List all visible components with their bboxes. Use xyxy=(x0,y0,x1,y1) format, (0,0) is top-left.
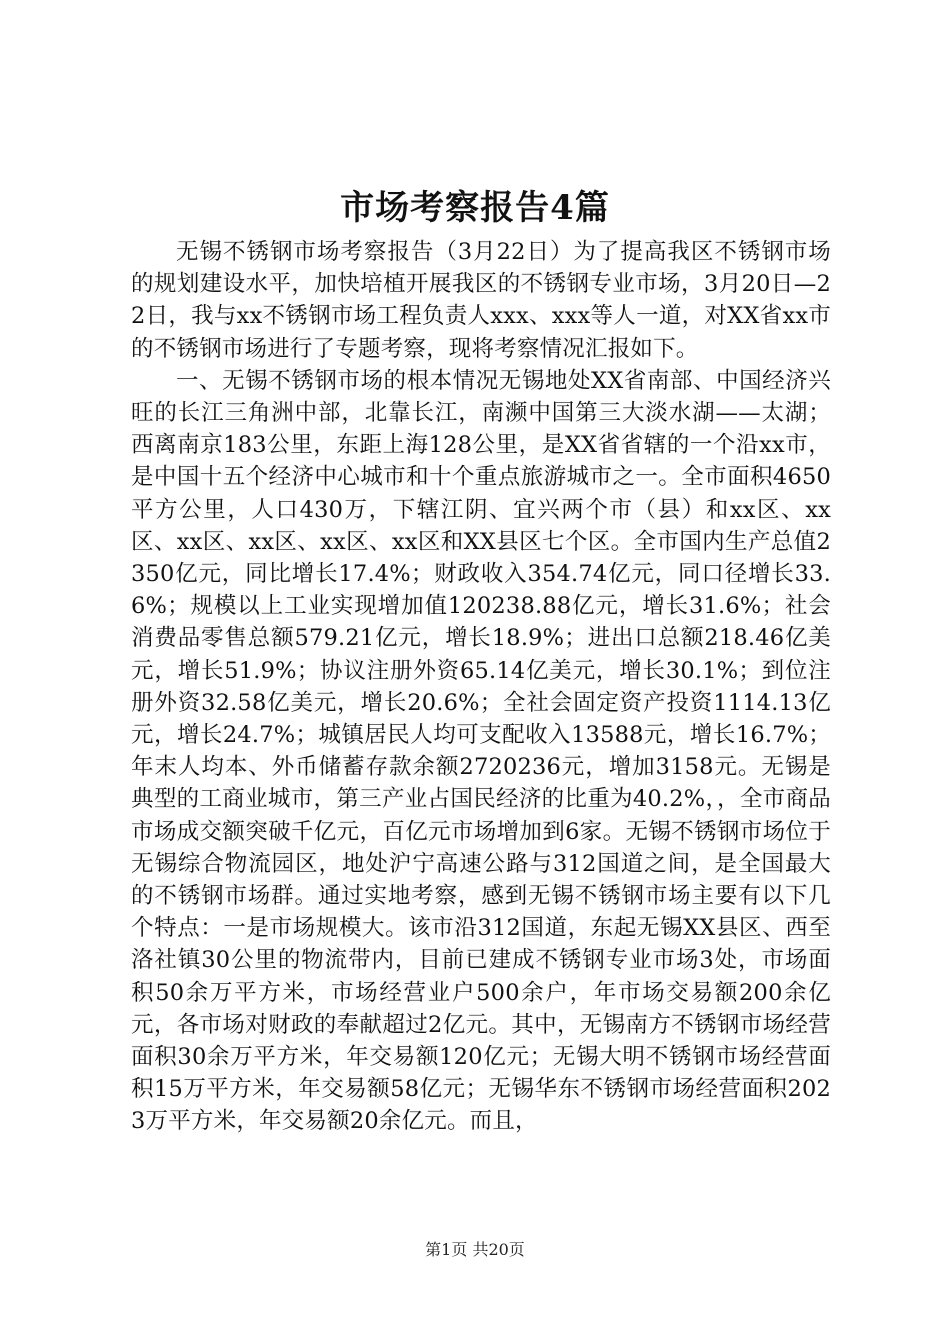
page-number-footer: 第1页 共20页 xyxy=(425,1240,525,1259)
document-body xyxy=(131,236,831,1138)
document-title: 市场考察报告4篇 xyxy=(340,188,610,228)
paragraph-basic-situation: 一、无锡不锈钢市场的根本情况无锡地处XX省南部、中国经济兴旺的长江三角洲中部，北靠长江，南濒中国第三大淡水湖——太湖；西离南京183公里，东距上海128公里，是XX省省辖的一个沿xx市，是中国十五个经济中心城市和十个重点旅游城市之一。全市面积4650平方公里，人口430万，下辖江阴、宜兴两个市（县）和xx区、xx区、xx区、xx区、xx区、xx区和XX县区七个区。全市国内生产总值2350亿元，同比增长17.4%；财政收入354.74亿元，同口径增长33.6%；规模以上工业实现增加值120238.88亿元，增长31.6%；社会消费品零售总额579.21亿元，增长18.9%；进出口总额218.46亿美元，增长51.9%；协议注册外资65.14亿美元，增长30.1%；到位注册外资32.58亿美元，增长20.6%；全社会固定资产投资1114.13亿元，增长24.7%；城镇居民人均可支配收入13588元，增长16.7%；年末人均本、外币储蓄存款余额2720236元，增加3158元。无锡是典型的工商业城市，第三产业占国民经济的比重为40.2%，，全市商品市场成交额突破千亿元，百亿元市场增加到6家。无锡不锈钢市场位于无锡综合物流园区，地处沪宁高速公路与312国道之间，是全国最大的不锈钢市场群。通过实地考察，感到无锡不锈钢市场主要有以下几个特点：一是市场规模大。该市沿312国道，东起无锡XX县区、西至洛社镇30公里的物流带内，目前已建成不锈钢专业市场3处，市场面积50余万平方米，市场经营业户500余户，年市场交易额200余亿元，各市场对财政的奉献超过2亿元。其中，无锡南方不锈钢市场经营面积30余万平方米，年交易额120亿元；无锡大明不锈钢市场经营面积15万平方米，年交易额58亿元；无锡华东不锈钢市场经营面积2023万平方米，年交易额20余亿元。而且， xyxy=(131,367,831,1135)
paragraph-intro: 无锡不锈钢市场考察报告（3月22日）为了提高我区不锈钢市场的规划建设水平，加快培植开展我区的不锈钢专业市场，3月20日—22日，我与xx不锈钢市场工程负责人xxx、xxx等人一道，对XX省xx市的不锈钢市场进行了专题考察，现将考察情况汇报如下。 xyxy=(131,239,831,362)
